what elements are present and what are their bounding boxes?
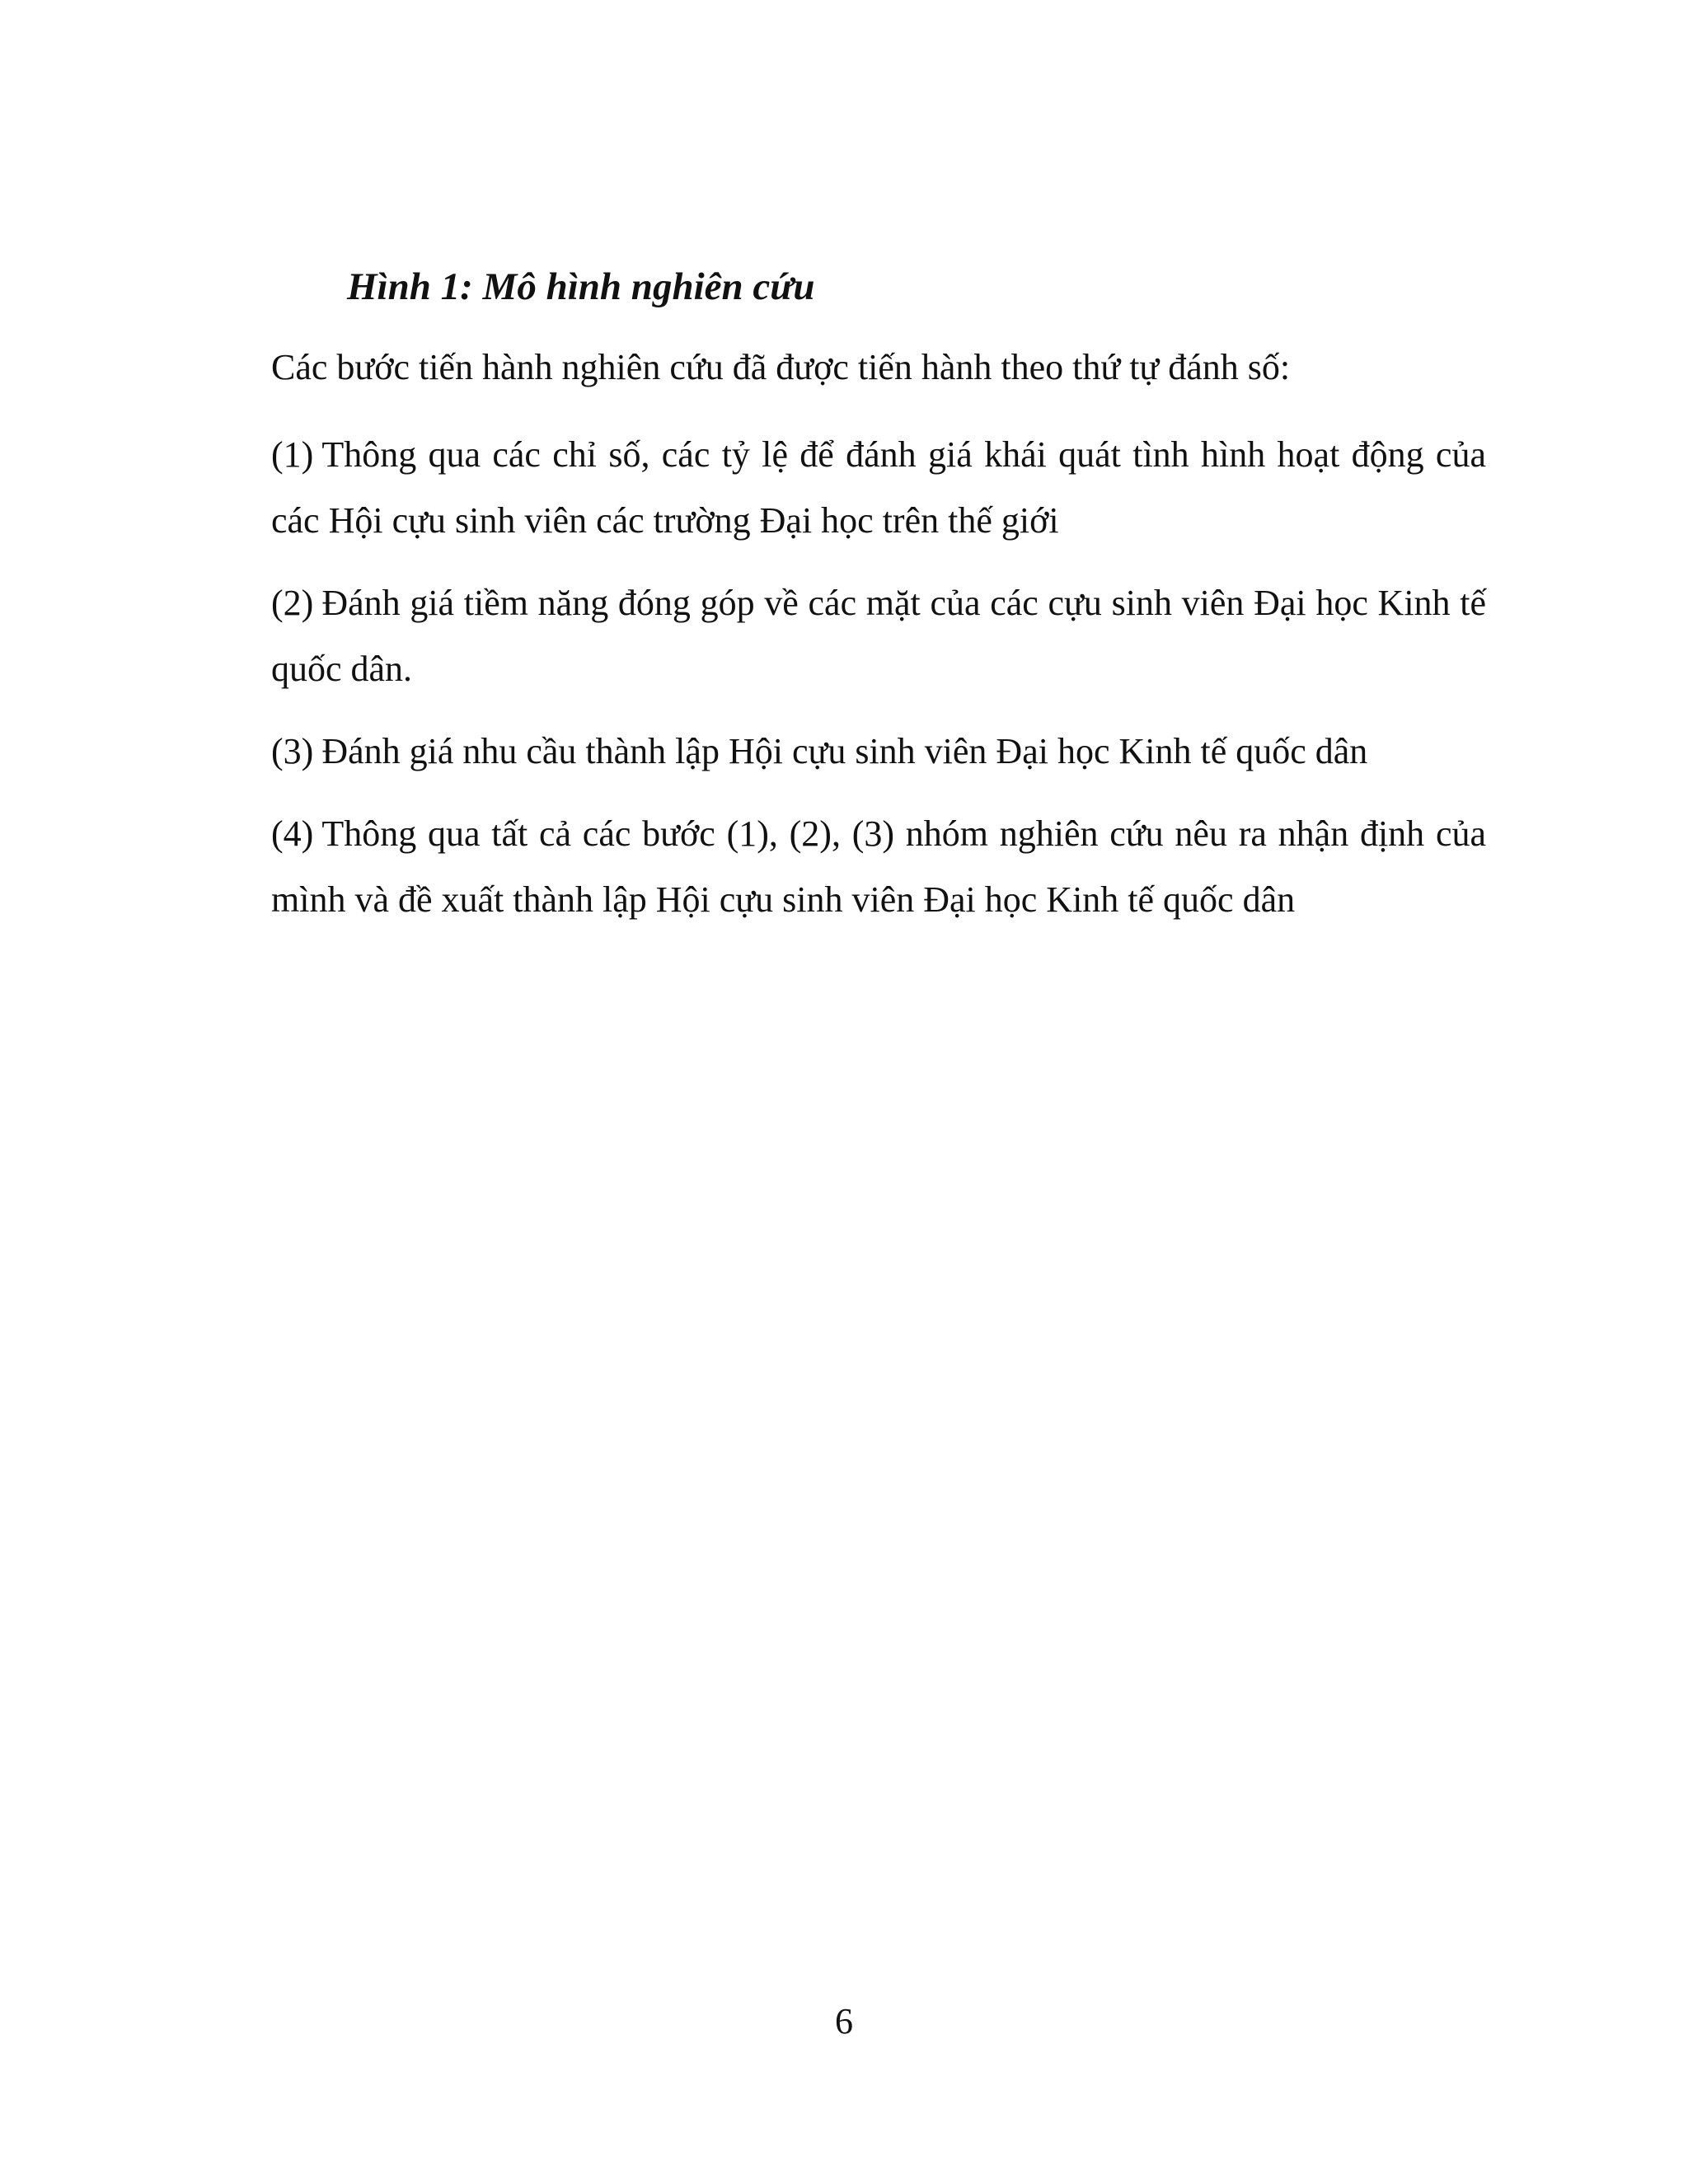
- step-1-paragraph: [271, 422, 1486, 554]
- step-4-number: (4): [271, 813, 314, 854]
- step-4-paragraph: [271, 801, 1486, 933]
- intro-paragraph: Các bước tiến hành nghiên cứu đã được tiến hành theo thứ tự đánh số:: [271, 347, 1291, 387]
- step-2-number: (2): [271, 583, 314, 623]
- step-3-text: Đánh giá nhu cầu thành lập Hội cựu sinh viên Đại học Kinh tế quốc dân: [321, 731, 1368, 771]
- page-body: [271, 262, 1486, 949]
- page-number: 6: [835, 2001, 853, 2041]
- step-1-number: (1): [271, 434, 314, 475]
- step-3-number: (3): [271, 731, 314, 771]
- step-3-paragraph: [271, 719, 1486, 785]
- step-1-text: Thông qua các chỉ số, các tỷ lệ để đánh giá khái quát tình hình hoạt động của các Hội cựu sinh viên các trường Đại học trên thế giới: [271, 434, 1486, 541]
- step-2-paragraph: [271, 570, 1486, 702]
- step-4-text: Thông qua tất cả các bước (1), (2), (3) nhóm nghiên cứu nêu ra nhận định của mình và đề xuất thành lập Hội cựu sinh viên Đại học Kinh tế quốc dân: [271, 813, 1486, 920]
- figure-caption: Hình 1: Mô hình nghiên cứu: [347, 265, 815, 308]
- step-2-text: Đánh giá tiềm năng đóng góp về các mặt của các cựu sinh viên Đại học Kinh tế quốc dân.: [271, 583, 1486, 689]
